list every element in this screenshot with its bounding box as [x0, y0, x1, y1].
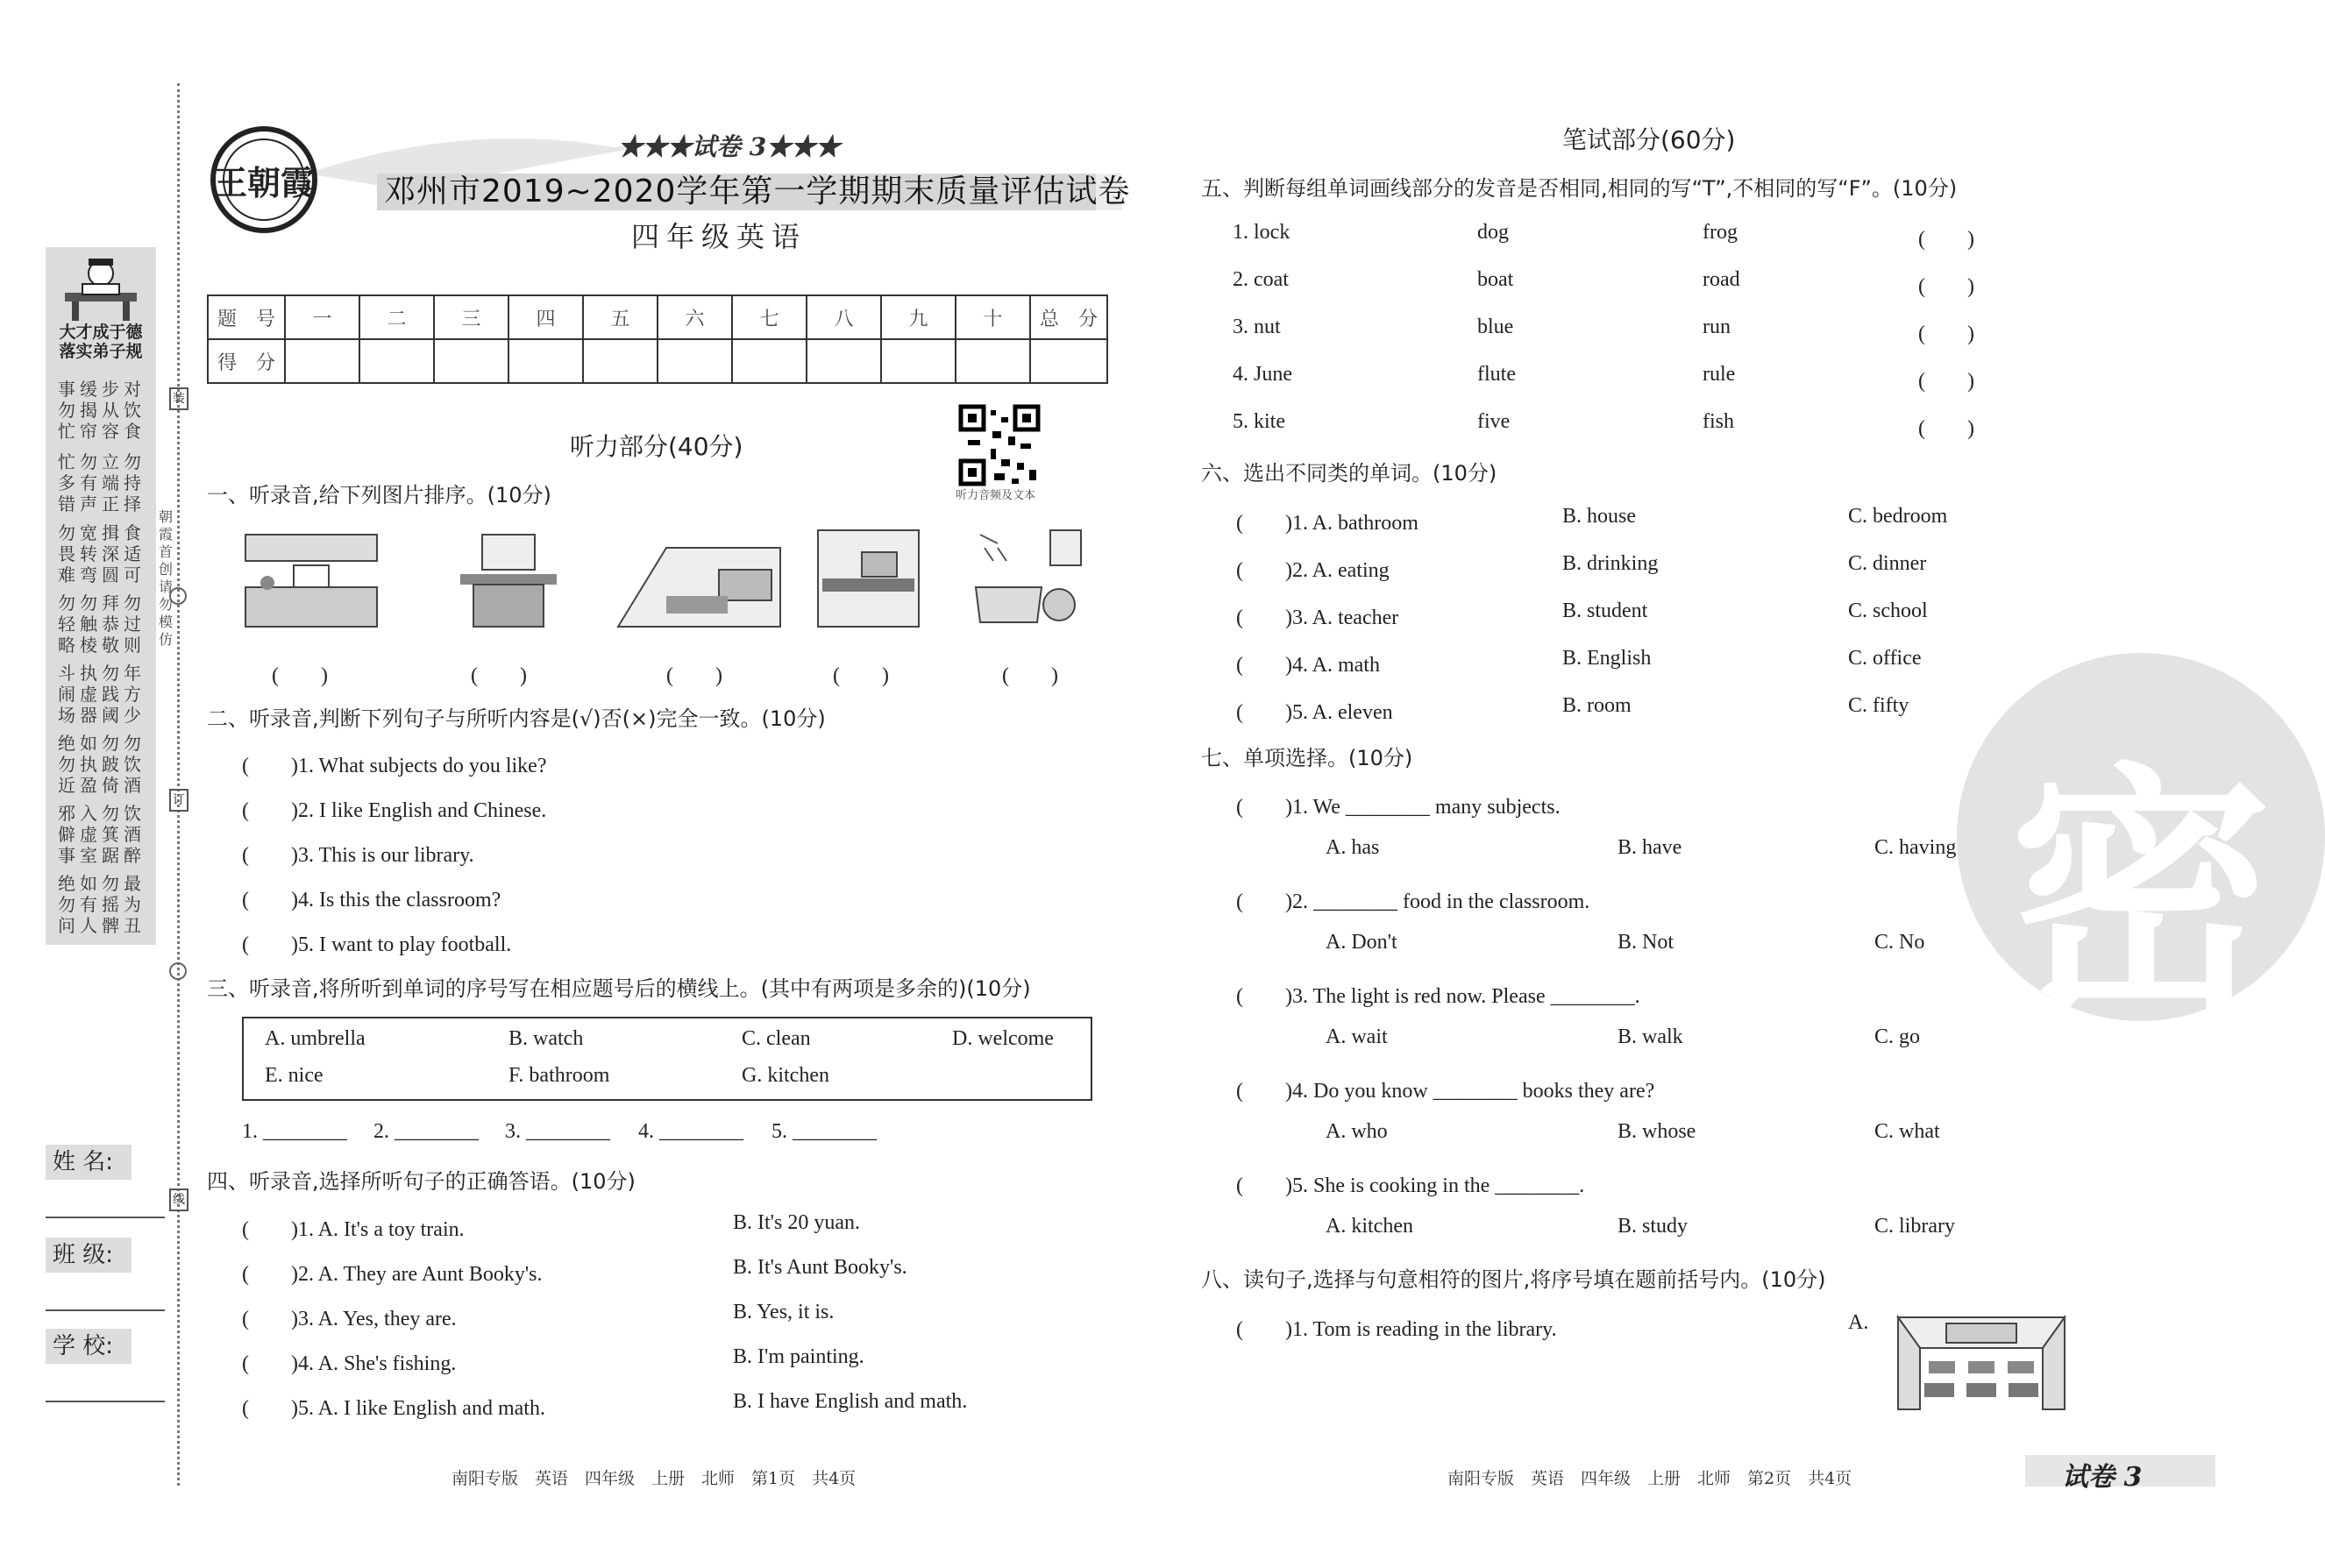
question-item[interactable]: ( )3. This is our library.	[242, 844, 474, 867]
word: dog	[1477, 221, 1509, 244]
section-2-title: 二、听录音,判断下列句子与所听内容是(√)否(×)完全一致。(10分)	[207, 706, 826, 731]
footer-right: 南阳专版 英语 四年级 上册 北师 第2页 共4页	[1447, 1469, 1852, 1488]
answer-option: B. room	[1562, 694, 1632, 717]
word-option: G. kitchen	[742, 1064, 829, 1087]
answer-option: C. fifty	[1848, 694, 1909, 717]
sidebar-text-block: 绝如勿最 勿有摇为 问人髀丑	[58, 873, 146, 936]
score-table: 题 号 一 二 三 四 五 六 七 八 九 十 总 分 得 分	[207, 294, 1108, 384]
answer-option: B. house	[1562, 505, 1636, 528]
word-option: E. nice	[265, 1064, 324, 1087]
section-3-title: 三、听录音,将所听到单词的序号写在相应题号后的横线上。(其中有两项是多余的)(10分)	[207, 976, 1031, 1001]
answer-option: A. kitchen	[1326, 1215, 1413, 1238]
answer-option: C. bedroom	[1848, 505, 1948, 528]
answer-option: B. It's Aunt Booky's.	[733, 1256, 907, 1279]
paper-number: ★★★试卷 3★★★	[618, 132, 841, 161]
word-option: B. watch	[508, 1027, 584, 1050]
answer-option: B. drinking	[1562, 552, 1659, 575]
section-1-title: 一、听录音,给下列图片排序。(10分)	[207, 483, 551, 507]
question-item[interactable]: ( )5. She is cooking in the ________.	[1236, 1174, 1585, 1197]
page-subtitle: 四年级英语	[631, 220, 807, 253]
section-7-title: 七、单项选择。(10分)	[1201, 746, 1413, 770]
answer-option: C. No	[1874, 931, 1925, 954]
answer-option: B. whose	[1618, 1120, 1696, 1143]
question-item[interactable]: ( )5. A. I like English and math.	[242, 1397, 545, 1420]
writing-heading: 笔试部分(60分)	[1562, 125, 1736, 154]
word: road	[1703, 268, 1740, 291]
answer-option: B. have	[1618, 836, 1682, 859]
answer-option: C. what	[1874, 1120, 1940, 1143]
order-blank[interactable]: ( )	[471, 664, 527, 687]
name-label: 姓 名:	[46, 1145, 132, 1180]
answer-blank[interactable]: 5. ________	[771, 1120, 877, 1143]
bathroom-picture	[971, 526, 1085, 631]
answer-blank[interactable]: ( )	[1918, 275, 1974, 298]
question-item[interactable]: ( )3. The light is red now. Please ________.	[1236, 985, 1640, 1008]
answer-option: B. Not	[1618, 931, 1674, 954]
answer-option: B. I'm painting.	[733, 1345, 864, 1368]
question-item[interactable]: ( )1. We ________ many subjects.	[1236, 796, 1561, 819]
answer-option: B. study	[1618, 1215, 1689, 1238]
answer-blank[interactable]: 1. ________	[242, 1120, 347, 1143]
footer-left: 南阳专版 英语 四年级 上册 北师 第1页 共4页	[451, 1469, 857, 1488]
word-option: C. clean	[742, 1027, 811, 1050]
word: 2. coat	[1233, 268, 1289, 291]
study-room-picture	[447, 530, 574, 631]
question-item[interactable]: ( )1. A. bathroom	[1236, 512, 1418, 535]
seal-mark: 线	[169, 1188, 188, 1211]
answer-option: B. It's 20 yuan.	[733, 1211, 860, 1234]
answer-option: B. English	[1562, 647, 1652, 670]
sidebar-text-block: 勿宽揖食 畏转深适 难弯圆可	[58, 522, 146, 585]
sidebar-text-block: 绝如勿勿 勿执跛饮 近盈倚酒	[58, 733, 146, 796]
sidebar-text-block: 勿勿拜勿 轻触恭过 略棱敬则	[58, 592, 146, 656]
sidebar-text-block: 忙勿立勿 多有端持 错声正择	[58, 451, 146, 514]
question-item[interactable]: ( )2. I like English and Chinese.	[242, 799, 547, 822]
class-field[interactable]	[46, 1309, 165, 1311]
answer-option: C. having	[1874, 836, 1957, 859]
answer-blank[interactable]: 4. ________	[638, 1120, 743, 1143]
seal-mark: 装	[169, 387, 188, 410]
svg-text:王朝霞: 王朝霞	[213, 164, 315, 202]
word-option: A. umbrella	[265, 1027, 366, 1050]
binding-dotted-line	[177, 83, 180, 1486]
word: blue	[1477, 316, 1514, 338]
answer-option: C. go	[1874, 1025, 1921, 1048]
question-item[interactable]: ( )4. Do you know ________ books they are?	[1236, 1080, 1655, 1103]
answer-option: C. library	[1874, 1215, 1955, 1238]
question-item[interactable]: ( )2. A. They are Aunt Booky's.	[242, 1263, 543, 1286]
vertical-note: 朝霞首创 请勿模仿	[158, 508, 173, 648]
answer-option: B. Yes, it is.	[733, 1301, 835, 1323]
footer-tag: 试卷 3	[2062, 1462, 2143, 1493]
word: 5. kite	[1233, 410, 1285, 433]
section-4-title: 四、听录音,选择所听句子的正确答语。(10分)	[207, 1169, 636, 1194]
question-item[interactable]: ( )3. A. Yes, they are.	[242, 1308, 457, 1330]
sidebar-text-block: 斗执勿年 闹虚践方 场器阈少	[58, 663, 146, 726]
class-label: 班 级:	[46, 1238, 132, 1273]
question-item[interactable]: ( )4. Is this the classroom?	[242, 889, 501, 912]
order-blank[interactable]: ( )	[1002, 664, 1058, 687]
answer-option: A. who	[1326, 1120, 1388, 1143]
answer-option: B. I have English and math.	[733, 1390, 968, 1413]
seal-mark: 订	[169, 789, 188, 812]
sidebar-text-block: 事缓步对 勿揭从饮 忙帘容食	[58, 379, 146, 442]
word-option: F. bathroom	[508, 1064, 610, 1087]
answer-option: B. walk	[1618, 1025, 1683, 1048]
listening-heading: 听力部分(40分)	[570, 432, 743, 461]
question-item[interactable]: ( )5. I want to play football.	[242, 933, 512, 956]
answer-option: A. has	[1326, 836, 1380, 859]
word: five	[1477, 410, 1511, 433]
word: 4. June	[1233, 363, 1292, 386]
answer-blank[interactable]: 3. ________	[505, 1120, 610, 1143]
section-8-title: 八、读句子,选择与句意相符的图片,将序号填在题前括号内。(10分)	[1201, 1267, 1826, 1292]
page-title: 邓州市2019~2020学年第一学期期末质量评估试卷	[384, 174, 1131, 209]
school-field[interactable]	[46, 1401, 165, 1402]
brand-logo-icon	[207, 123, 321, 237]
bedroom-picture	[814, 526, 923, 631]
question-item[interactable]: ( )1. A. It's a toy train.	[242, 1218, 465, 1241]
answer-option: C. office	[1848, 647, 1922, 670]
word: run	[1703, 316, 1731, 338]
scissors-icon	[167, 961, 188, 982]
answer-blank[interactable]: ( )	[1918, 370, 1974, 393]
order-blank[interactable]: ( )	[272, 664, 328, 687]
section-5-title: 五、判断每组单词画线部分的发音是否相同,相同的写“T”,不相同的写“F”。(10分)	[1201, 176, 1958, 201]
question-item[interactable]: ( )3. A. teacher	[1236, 607, 1399, 629]
picture-option-label: A.	[1848, 1311, 1869, 1334]
order-blank[interactable]: ( )	[666, 664, 722, 687]
classroom-picture	[1894, 1313, 2069, 1411]
answer-blank[interactable]: ( )	[1918, 417, 1974, 440]
motto: 大才成于德 落实弟子规	[59, 323, 143, 361]
living-room-picture	[614, 530, 785, 631]
question-item[interactable]: ( )4. A. math	[1236, 654, 1380, 677]
word: 3. nut	[1233, 316, 1281, 338]
qr-code-icon[interactable]	[959, 405, 1040, 486]
watermark-char: 密	[2009, 742, 2272, 1048]
order-blank[interactable]: ( )	[833, 664, 889, 687]
word: 1. lock	[1233, 221, 1290, 244]
scissors-icon	[167, 585, 188, 607]
word: frog	[1703, 221, 1738, 244]
scholar-illustration	[60, 254, 142, 324]
word: fish	[1703, 410, 1734, 433]
answer-option: A. wait	[1326, 1025, 1388, 1048]
answer-option: C. school	[1848, 600, 1928, 622]
question-item[interactable]: ( )2. A. eating	[1236, 559, 1390, 582]
section-6-title: 六、选出不同类的单词。(10分)	[1201, 461, 1497, 486]
qr-caption: 听力音频及文本	[956, 489, 1036, 502]
question-item[interactable]: ( )1. Tom is reading in the library.	[1236, 1318, 1557, 1341]
question-item[interactable]: ( )1. What subjects do you like?	[242, 755, 547, 777]
answer-option: A. Don't	[1326, 931, 1397, 954]
question-item[interactable]: ( )4. A. She's fishing.	[242, 1352, 457, 1375]
answer-blank[interactable]: ( )	[1918, 323, 1974, 345]
word-option: D. welcome	[952, 1027, 1054, 1050]
sidebar-text-block: 邪入勿饮 僻虚箕酒 事室踞醉	[58, 803, 146, 866]
answer-blank[interactable]: ( )	[1918, 228, 1974, 251]
school-label: 学 校:	[46, 1329, 132, 1364]
answer-option: C. dinner	[1848, 552, 1927, 575]
answer-blank[interactable]: 2. ________	[373, 1120, 479, 1143]
word: boat	[1477, 268, 1514, 291]
name-field[interactable]	[46, 1217, 165, 1218]
word: flute	[1477, 363, 1516, 386]
question-item[interactable]: ( )5. A. eleven	[1236, 701, 1393, 724]
answer-option: B. student	[1562, 600, 1648, 622]
question-item[interactable]: ( )2. ________ food in the classroom.	[1236, 890, 1590, 913]
kitchen-picture	[241, 530, 381, 631]
word: rule	[1703, 363, 1736, 386]
